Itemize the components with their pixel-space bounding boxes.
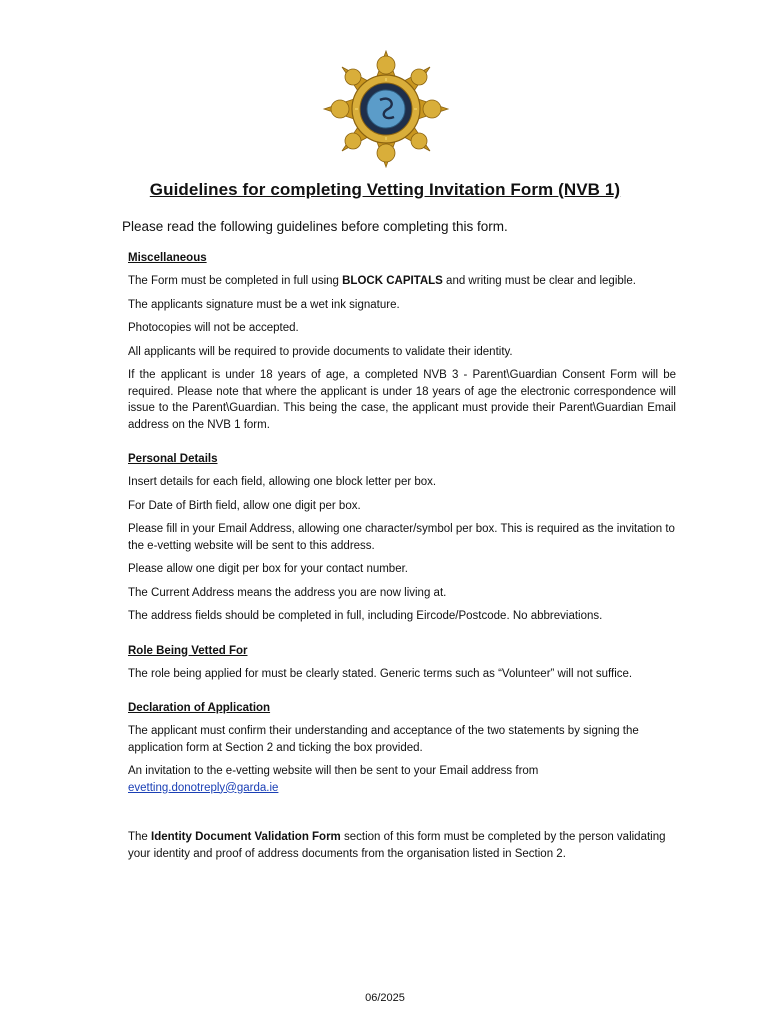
bold-text: Identity Document Validation Form [151, 831, 341, 843]
paragraph: Photocopies will not be accepted. [128, 322, 299, 334]
paragraph: The address fields should be completed in full, including Eircode/Postcode. No abbreviations. [128, 610, 603, 622]
section-identity-validation [128, 829, 676, 862]
paragraph: Please allow one digit per box for your contact number. [128, 563, 408, 575]
garda-crest-icon [322, 50, 450, 168]
section-personal-details [128, 453, 676, 625]
text-span: An invitation to the e-vetting website will then be sent to your Email address from [128, 765, 539, 777]
text-span: and writing must be clear and legible. [442, 275, 636, 287]
page-title: Guidelines for completing Vetting Invitation Form (NVB 1) [149, 180, 621, 199]
text-span: section of this form must be completed by the person validating your identity and proof of address documents from the organisation listed in Section 2. [128, 831, 666, 860]
paragraph: All applicants will be required to provide documents to validate their identity. [128, 345, 513, 358]
paragraph: Please fill in your Email Address, allowing one character/symbol per box. This is required as the invitation to the e-vetting website will be sent to this address. [128, 523, 675, 552]
paragraph: The Current Address means the address you are now living at. [128, 586, 447, 599]
paragraph [128, 273, 676, 290]
paragraph: The applicant must confirm their understanding and acceptance of the two statements by signing the application form at Section 2 and ticking the box provided. [128, 725, 639, 754]
paragraph: Insert details for each field, allowing one block letter per box. [128, 476, 437, 488]
section-role [128, 645, 676, 683]
bold-text: BLOCK CAPITALS [342, 275, 443, 287]
paragraph [128, 829, 676, 862]
text-span: The Form must be completed in full using [128, 275, 343, 287]
paragraph: For Date of Birth field, allow one digit per box. [128, 499, 361, 512]
text-span: The [128, 831, 152, 843]
email-link[interactable]: evetting.donotreply@garda.ie [128, 781, 279, 794]
section-heading: Declaration of Application [128, 702, 271, 714]
paragraph: The applicants signature must be a wet ink signature. [128, 298, 400, 311]
guidelines-body [128, 252, 676, 869]
section-declaration [128, 702, 676, 796]
intro-text: Please read the following guidelines before completing this form. [122, 219, 508, 234]
section-heading: Miscellaneous [128, 252, 207, 264]
section-heading: Role Being Vetted For [128, 644, 248, 657]
footer-date: 06/2025 [365, 992, 405, 1004]
paragraph: If the applicant is under 18 years of age, a completed NVB 3 - Parent\Guardian Consent Form will be required. Please note that where the applicant is under 18 years of age the electronic correspondence will issue to the Parent\Guardian. This being the case, the applicant must provide their Parent\Guardian Email address on the NVB 1 form. [128, 369, 676, 431]
section-miscellaneous [128, 252, 676, 433]
paragraph: The role being applied for must be clearly stated. Generic terms such as “Volunteer” will not suffice. [128, 667, 633, 680]
paragraph [128, 763, 676, 796]
section-heading: Personal Details [128, 453, 218, 465]
